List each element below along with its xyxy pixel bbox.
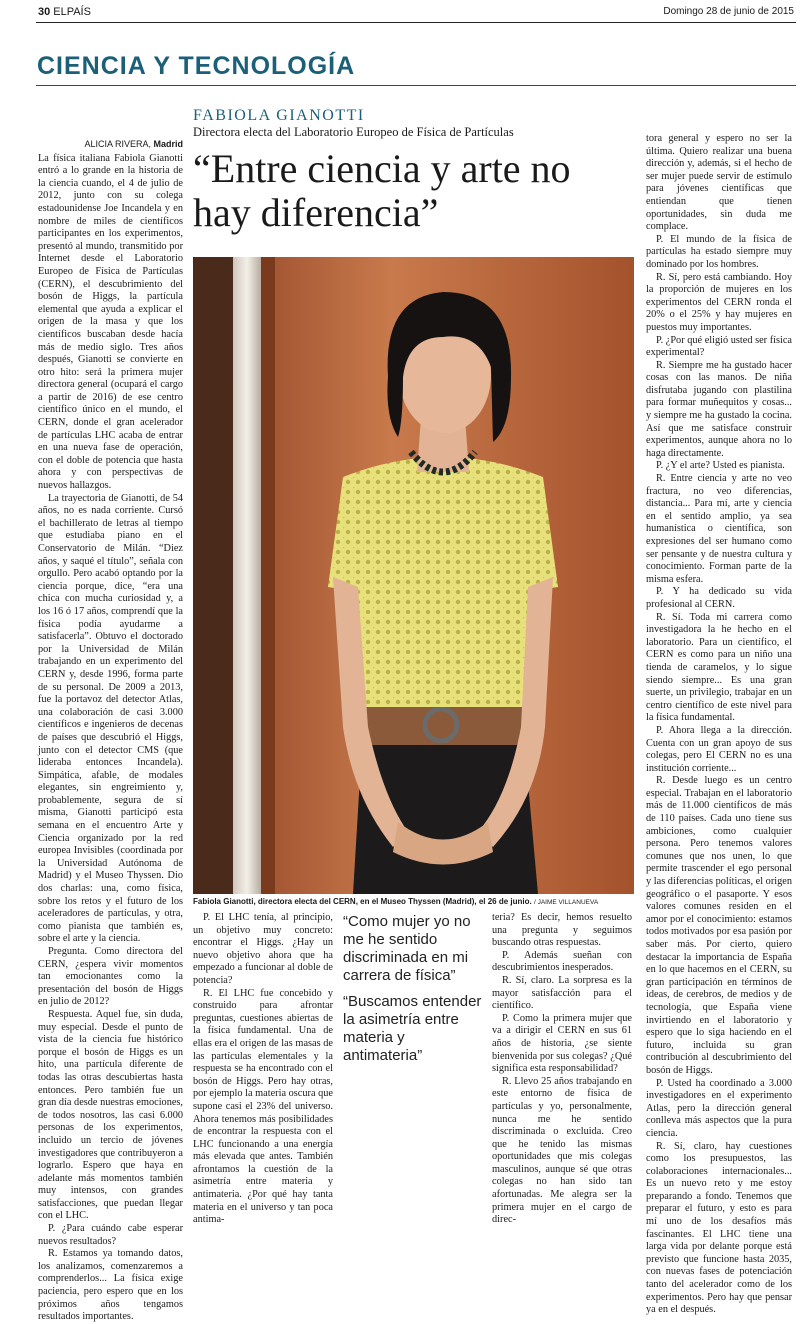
paragraph: P. El LHC tenía, al principio, un objetivo muy concreto: encontrar el Higgs. ¿Hay un nuevo objetivo ahora que ha empezado a funcionar al doble de potencia? [193, 912, 333, 986]
publication-name: ELPAÍS [53, 6, 91, 18]
pull-quote-2: “Buscamos entender la asimetría entre materia y antimateria” [343, 993, 482, 1064]
paragraph: R. Desde luego es un centro especial. Trabajan en el laboratorio más de 11.000 científicos de más de 110 países. Cada uno tiene sus ambiciones, como cualquier persona. Pero tenemos valores comunes que nos unen, lo que permite trascender el ego personal y las diferencias políticas, el origen geográfico o el pasaporte. Y esos valores comunes residen en el amor por el conocimiento: estamos todos motivados por esa pasión por saber más. Por cierto, quiero destacar la importancia de España en lo que hacemos en el CERN, su gran participación en términos de ideas, de cerebros, de medios y de tecnología, que España viene invirtiendo en el laboratorio y espero que lo siga haciendo en el futuro, incluida su gran contribución al descubrimiento del bosón de Higgs. [646, 775, 792, 1076]
paragraph: P. Ahora llega a la dirección. Cuenta con un gran apoyo de sus colegas, pero El CERN no es una institución corriente... [646, 724, 792, 774]
issue-date: Domingo 28 de junio de 2015 [663, 6, 794, 17]
page-folio [38, 6, 91, 18]
paragraph: R. Siempre me ha gustado hacer cosas con las manos. De niña disfrutaba jugando con plastilina para formar muñequitos y cosas... y siempre me ha gustado la cocina. Así que me satisface construir experimentos, aunque ahora no lo haga directamente. [646, 359, 792, 459]
byline-city: Madrid [153, 139, 183, 149]
article-column-2 [193, 912, 333, 1226]
paragraph: R. Llevo 25 años trabajando en este entorno de física de partículas y yo, personalmente, nunca me he sentido discriminada o excluida. Creo que he tenido las mismas oportunidades que mis colegas masculinos, aunque sé que otras colegas no han sido tan afortunadas. Me alegra ser la primera mujer en el cargo de direc- [492, 1075, 632, 1226]
portrait-illustration [193, 257, 634, 894]
article-column-4 [646, 133, 792, 1316]
paragraph: R. Estamos ya tomando datos, los analizamos, comenzaremos a comprenderlos... La física exige paciencia, pero espero que en los próximos años tengamos resultados importantes. [38, 1248, 183, 1323]
paragraph: P. ¿Para cuándo cabe esperar nuevos resultados? [38, 1223, 183, 1247]
article-column-3 [492, 912, 632, 1226]
top-rule [36, 22, 796, 23]
article-kicker: FABIOLA GIANOTTI [193, 107, 365, 124]
paragraph: R. Entre ciencia y arte no veo fractura, no veo diferencias, distancia... Para mí, arte y ciencia en el sentido amplio, ya sea humanística o científica, son expresiones del ser humano como ser pensante y de nuestra cultura y conocimiento. Forman parte de la misma esfera. [646, 473, 792, 585]
paragraph: La física italiana Fabiola Gianotti entró a lo grande en la historia de la ciencia cuando, el 4 de julio de 2012, junto con su colega estadounidense Joe Incandela y en nombre de miles de científicos participantes en los experimentos, presentó al mundo, transmitido por Internet desde el Laboratorio Europeo de Física de Partículas (CERN), el descubrimiento del bosón de Higgs, la partícula elemental que ayuda a explicar el origen de la masa y que los científicos buscaban desde hacía más de medio siglo. Tres años después, Gianotti se convierte en otro hito: será la primera mujer directora general (ocupará el cargo a partir de 2016) de ese centro científico único en el mundo, el CERN, donde el gran acelerador de partículas LHC acaba de entrar en una nueva fase de operación, con el doble de potencia que hasta ahora y con perspectivas de nuevos hallazgos. [38, 152, 183, 492]
byline [38, 138, 183, 151]
photo-credit: / JAIME VILLANUEVA [533, 899, 599, 906]
paragraph: R. Sí, claro, hay cuestiones como los presupuestos, las colaboraciones internacionales... Es un nuevo reto y me estoy preparando a fondo. Tenemos que preparar el futuro, y esto es para mí uno de los desafíos más fascinantes. El LHC tiene una larga vida por delante porque está previsto que funcione hasta 2035, con nuevas fases de potenciación tanto del acelerador como de los experimentos. Pero hay que pensar ya en el después. [646, 1140, 792, 1316]
paragraph: tora general y espero no ser la última. Quiero realizar una buena dirección y, además, si el hecho de ser mujer puede servir de estímulo para jóvenes científicas que entiendan que tienen oportunidades, sin duda me complace. [646, 133, 792, 233]
byline-author: ALICIA RIVERA, [84, 139, 151, 149]
paragraph: P. ¿Y el arte? Usted es pianista. [656, 460, 785, 472]
paragraph: R. Sí. Toda mi carrera como investigadora la he hecho en el laboratorio. Para un científico, el CERN es como para un niño una tienda de caramelos, y lo sigue siendo siempre... Es una gran suerte, un privilegio, trabajar en un centro científico de este nivel para la física fundamental. [646, 611, 792, 724]
paragraph: Pregunta. Como directora del CERN, ¿espera vivir momentos tan emocionantes como la presentación del bosón de Higgs en julio de 2012? [38, 946, 183, 1008]
paragraph: P. Y ha dedicado su vida profesional al CERN. [646, 586, 792, 610]
paragraph: P. Además sueñan con descubrimientos inesperados. [492, 949, 632, 974]
photo-caption [193, 897, 638, 906]
caption-text: Fabiola Gianotti, directora electa del CERN, en el Museo Thyssen (Madrid), el 26 de junio. [193, 897, 532, 906]
paragraph: Respuesta. Aquel fue, sin duda, muy especial. Desde el punto de vista de la ciencia fue histórico porque el bosón de Higgs es un hito, una partícula diferente de todas las otras descubiertas hasta entonces. Pero también fue un gran día desde nuestras emociones, de todos nosotros, las casi 6.000 personas de los experimentos, incluido un tercio de jóvenes investigadores que contribuyeron a lograrlo. Espero que haya en adelante más momentos también muy intensos, con grandes satisfacciones, que puedan llegar con el LHC. [38, 1008, 183, 1222]
page-number: 30 [38, 6, 51, 18]
section-rule [36, 85, 796, 86]
paragraph: P. Usted ha coordinado a 3.000 investigadores en el experimento Atlas, pero la dirección general conlleva más aspectos que la pura ciencia. [646, 1077, 792, 1139]
paragraph: P. Como la primera mujer que va a dirigir el CERN en sus 61 años de historia, ¿se siente bienvenida por sus colegas? ¿Qué significa esta responsabilidad? [492, 1012, 632, 1075]
paragraph: R. Sí, pero está cambiando. Hoy la proporción de mujeres en los experimentos del CERN ronda el 20% o el 25% y hay mujeres en puestos muy importantes. [646, 271, 792, 333]
section-title: CIENCIA Y TECNOLOGÍA [37, 52, 356, 80]
article-subtitle: Directora electa del Laboratorio Europeo de Física de Partículas [193, 125, 514, 139]
paragraph: R. El LHC fue concebido y construido para afrontar preguntas, cuestiones abiertas de la física fundamental. Una de ellas era el origen de las masas de las partículas elementales y la respuesta se ha encontrado con el bosón de Higgs. Pero hay otras, por ejemplo la materia oscura que supone casi el 23% del universo. Ahora tenemos más posibilidades de encontrar la respuesta con el LHC funcionando a una energía más elevada que antes. También afrontamos la cuestión de la asimetría entre materia y antimateria. ¿Por qué hay tanta materia en el universo y tan poca antima- [193, 987, 333, 1226]
paragraph: P. El mundo de la física de partículas ha estado siempre muy dominado por los hombres. [646, 233, 792, 270]
paragraph: teria? Es decir, hemos resuelto una pregunta y seguimos buscando otras respuestas. [492, 912, 632, 949]
portrait-photo [193, 257, 634, 894]
paragraph: R. Sí, claro. La sorpresa es la mayor satisfacción para el científico. [492, 974, 632, 1012]
pull-quote-1: “Como mujer yo no me he sentido discriminada en mi carrera de física” [343, 913, 471, 984]
paragraph: La trayectoria de Gianotti, de 54 años, no es nada corriente. Cursó el bachillerato de letras al tiempo que estudiaba piano en el Conservatorio de Milán. “Diez años, y saqué el título”, señala con orgullo. Pero acabó optando por la ciencia porque, dice, “era una chica con mucha curiosidad y, a los 16 ó 17 años, comprendí que la física podía ayudarme a satisfacerla”. Obtuvo el doctorado por la Universidad de Milán trabajando en un experimento del CERN y, desde 1996, forma parte de su personal. De 2009 a 2013, fue la portavoz del detector Atlas, una colaboración de casi 3.000 científicos e ingenieros de decenas de países que descubrió el Higgs, junto con el detector CMS (que lideraba entonces Incandela). Simpática, afable, de modales elegantes, sin engreimiento y, probablemente, segura de sí misma, Gianotti participó esta semana en el encuentro Arte y Ciencia organizado por la red europea Invisibles (coordinada por la Universidad Autónoma de Madrid) y el Museo Thyssen. Dio dos charlas: una, como física, sobre los retos y el futuro de los aceleradores de partículas, y otra, como pianista que también es, sobre el arte y la ciencia. [38, 492, 183, 945]
article-headline: “Entre ciencia y arte no hay diferencia” [193, 146, 571, 235]
article-column-1 [38, 138, 183, 1323]
paragraph: P. ¿Por qué eligió usted ser física experimental? [646, 334, 792, 359]
